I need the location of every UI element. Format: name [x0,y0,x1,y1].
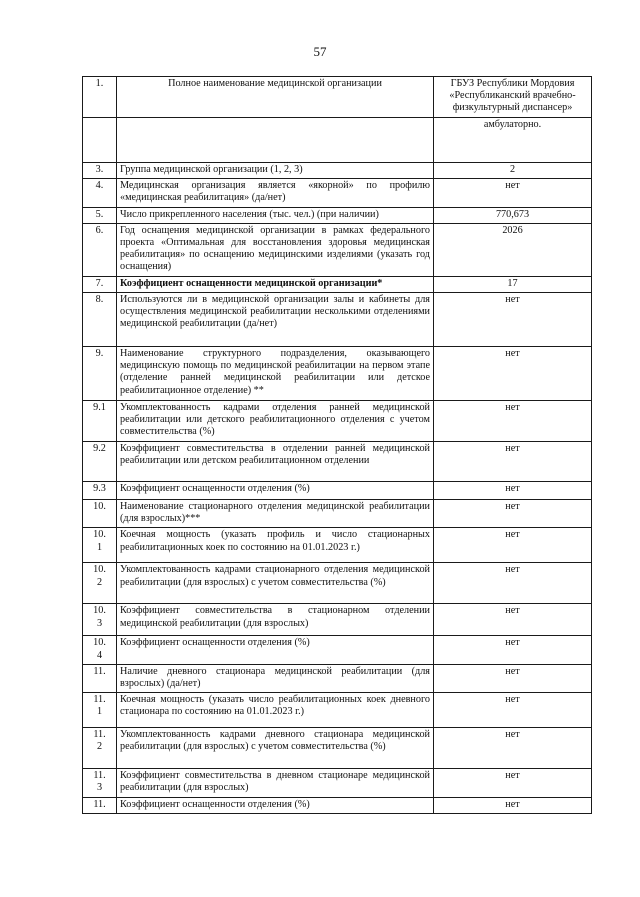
row-indicator-name: Год оснащения медицинской организации в рамках федерального проекта «Оптимальная для восстановления здоровья медицинская реабилитация» по оснащению медицинскими изделиями (указать год оснащения) [117,223,434,276]
table-row [83,223,592,276]
row-number: 8. [83,293,117,347]
row-number: 10. [83,500,117,528]
table-row [83,347,592,401]
row-number: 11. 1 [83,693,117,728]
row-value: нет [434,769,592,797]
row-number: 6. [83,223,117,276]
row-number: 7. [83,276,117,292]
row-value: нет [434,293,592,347]
row-number: 4. [83,179,117,207]
table-row [83,482,592,500]
table-row [83,77,592,118]
row-number: 10. 4 [83,636,117,664]
row-indicator-name: Используются ли в медицинской организации залы и кабинеты для осуществления медицинской реабилитации несколькими отделениями медицинской реабилитации (да/нет) [117,293,434,347]
table-row [83,563,592,604]
row-number: 11. [83,797,117,813]
row-indicator-name: Наличие дневного стационара медицинской реабилитации (для взрослых) (да/нет) [117,664,434,692]
row-number: 10. 3 [83,604,117,636]
table-row [83,401,592,442]
row-number: 11. 3 [83,769,117,797]
table-row [83,528,592,563]
table-row [83,500,592,528]
row-value: нет [434,482,592,500]
row-value: нет [434,179,592,207]
row-indicator-name: Наименование структурного подразделения, оказывающего медицинскую помощь по медицинской реабилитации на первом этапе (отделение ранней медицинской реабилитации или детское реабилитационное отделение) ** [117,347,434,401]
row-indicator-name: Медицинская организация является «якорной» по профилю «медицинская реабилитация» (да/нет) [117,179,434,207]
row-value: нет [434,728,592,769]
page-number: 57 [313,44,327,59]
row-indicator-name: Коэффициент совместительства в отделении ранней медицинской реабилитации или детском реабилитационном отделении [117,442,434,482]
table-row [83,442,592,482]
row-number: 9.3 [83,482,117,500]
row-number: 9. [83,347,117,401]
table-row [83,797,592,813]
table-row [83,293,592,347]
row-number: 9.2 [83,442,117,482]
table-row [83,276,592,292]
row-value: 17 [434,276,592,292]
table-row [83,664,592,692]
row-value: нет [434,563,592,604]
row-indicator-name: Коэффициент совместительства в стационарном отделении медицинской реабилитации (для взрослых) [117,604,434,636]
row-indicator-name: Коечная мощность (указать число реабилитационных коек дневного стационара по состоянию на 01.01.2023 г.) [117,693,434,728]
row-indicator-name: Укомплектованность кадрами дневного стационара медицинской реабилитации (для взрослых) с учетом совместительства (%) [117,728,434,769]
row-value: 2026 [434,223,592,276]
row-indicator-name: Наименование стационарного отделения медицинской реабилитации (для взрослых)*** [117,500,434,528]
table-row [83,636,592,664]
row-indicator-name: Группа медицинской организации (1, 2, 3) [117,163,434,179]
row-value: нет [434,528,592,563]
row-indicator-name: Коэффициент совместительства в дневном стационаре медицинской реабилитации (для взрослых) [117,769,434,797]
table-row [83,179,592,207]
row-value: амбулаторно. [434,118,592,163]
row-value: нет [434,442,592,482]
row-indicator-name: Укомплектованность кадрами отделения ранней медицинской реабилитации или детского реабилитационного отделения с учетом совместительства (%) [117,401,434,442]
row-value: нет [434,347,592,401]
table-row [83,118,592,163]
form-table-body [83,77,592,814]
row-number: 10. 1 [83,528,117,563]
organization-form-table [82,76,592,814]
row-value: ГБУЗ Республики Мордовия «Республиканский врачебно-физкультурный диспансер» [434,77,592,118]
row-value: нет [434,797,592,813]
row-value: 2 [434,163,592,179]
table-row [83,604,592,636]
row-indicator-name: Укомплектованность кадрами стационарного отделения медицинской реабилитации (для взрослых) с учетом совместительства (%) [117,563,434,604]
table-row [83,693,592,728]
table-row [83,728,592,769]
row-indicator-name: Коэффициент оснащенности медицинской организации* [117,276,434,292]
row-indicator-name: Коечная мощность (указать профиль и число стационарных реабилитационных коек по состоянию на 01.01.2023 г.) [117,528,434,563]
row-indicator-name: Коэффициент оснащенности отделения (%) [117,797,434,813]
row-indicator-name: Коэффициент оснащенности отделения (%) [117,636,434,664]
row-indicator-name: Полное наименование медицинской организации [117,77,434,118]
row-value: 770,673 [434,207,592,223]
table-row [83,769,592,797]
row-number: 9.1 [83,401,117,442]
row-value: нет [434,693,592,728]
row-value: нет [434,604,592,636]
row-value: нет [434,401,592,442]
row-number: 11. [83,664,117,692]
row-number: 3. [83,163,117,179]
table-row [83,207,592,223]
row-value: нет [434,636,592,664]
row-number: 10. 2 [83,563,117,604]
row-indicator-name: Коэффициент оснащенности отделения (%) [117,482,434,500]
row-number: 1. [83,77,117,118]
row-indicator-name: Число прикрепленного населения (тыс. чел.) (при наличии) [117,207,434,223]
table-row [83,163,592,179]
row-number: 5. [83,207,117,223]
row-value: нет [434,664,592,692]
row-value: нет [434,500,592,528]
row-number: 11. 2 [83,728,117,769]
row-indicator-name [117,118,434,163]
row-number [83,118,117,163]
